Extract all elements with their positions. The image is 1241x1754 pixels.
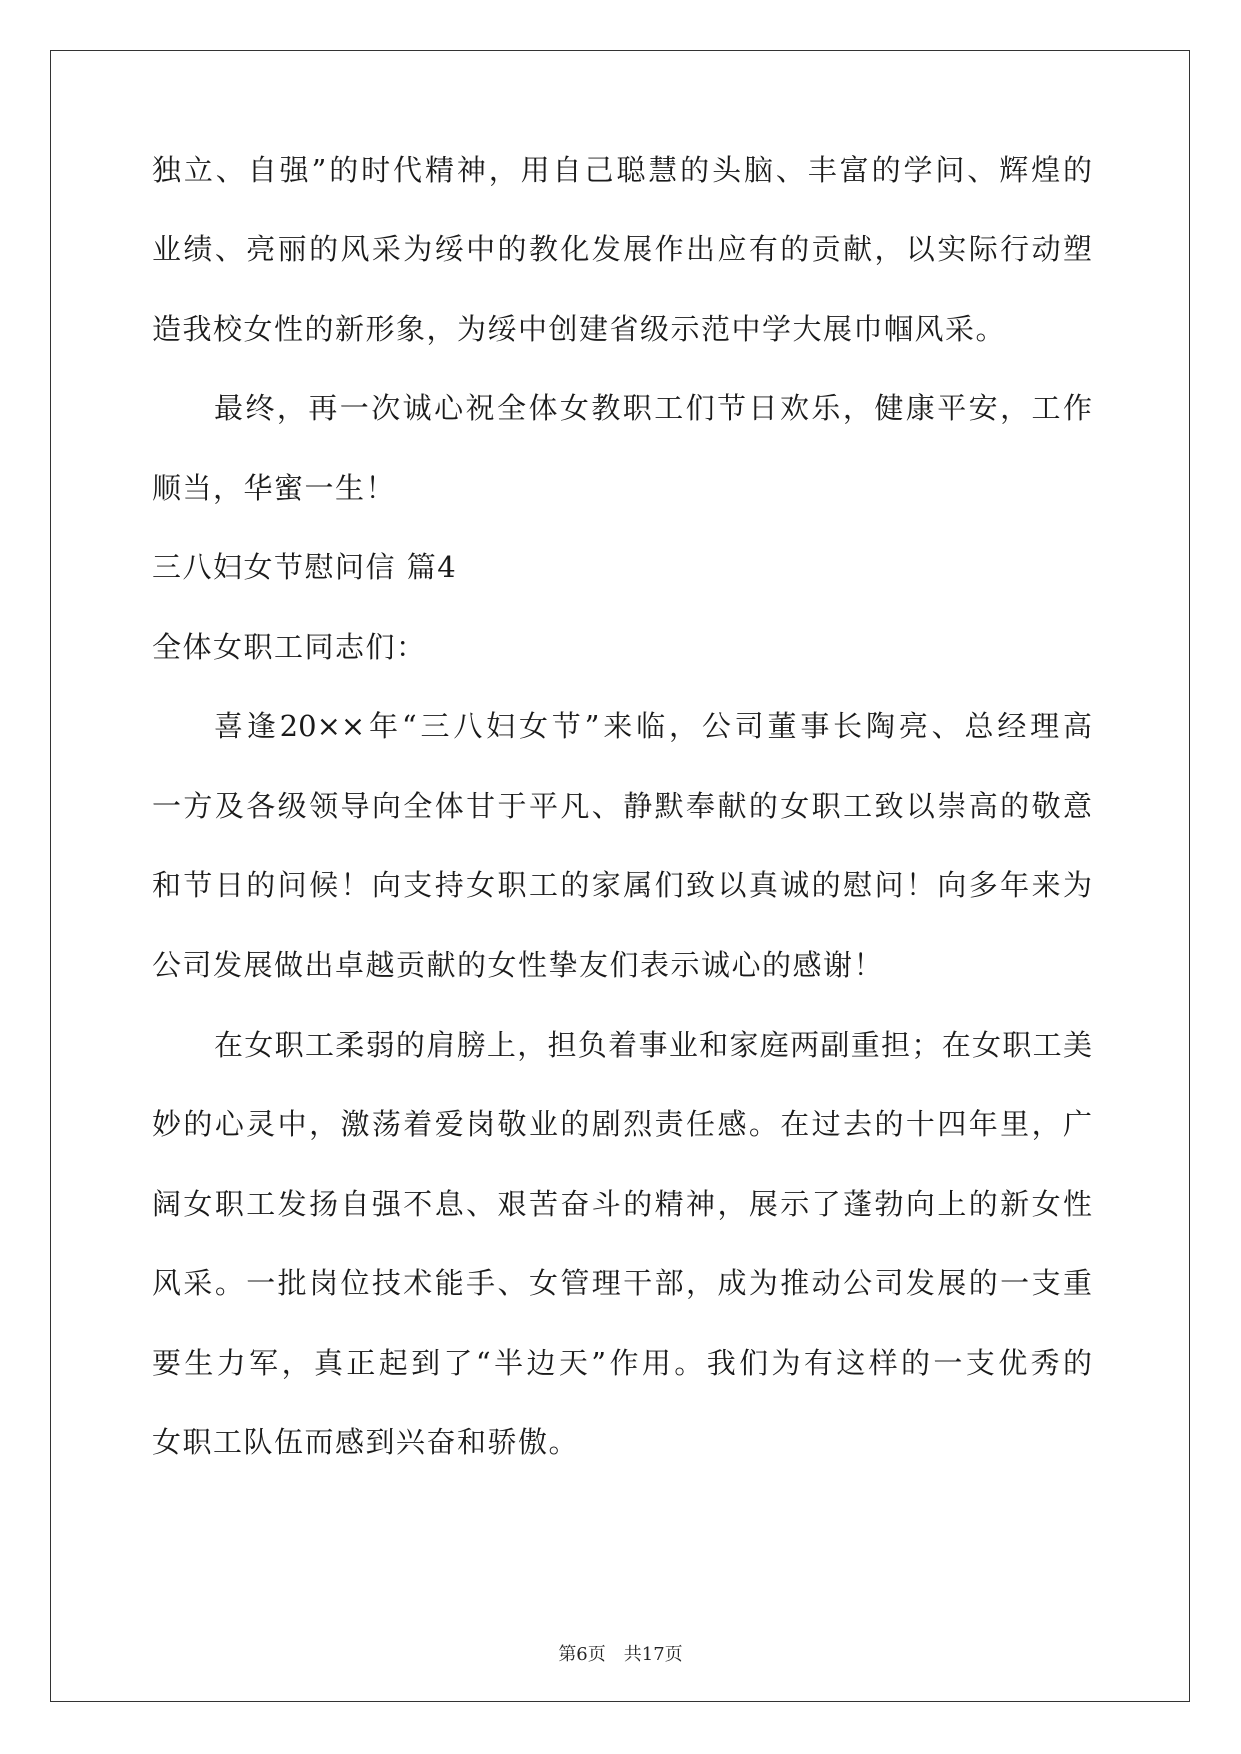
text-line: 公司发展做出卓越贡献的女性挚友们表示诚心的感谢！: [152, 948, 885, 982]
text-line: 女职工队伍而感到兴奋和骄傲。: [152, 1425, 580, 1459]
text-line: 顺当，华蜜一生！: [152, 471, 397, 505]
page-footer: 第6页 共17页: [558, 1644, 683, 1665]
text-line: 要生力军，真正起到了“半边天”作用。我们为有这样的一支优秀的: [152, 1346, 1092, 1380]
text-line: 独立、自强”的时代精神，用自己聪慧的头脑、丰富的学问、辉煌的: [152, 153, 1092, 187]
text-line: 风采。一批岗位技术能手、女管理干部，成为推动公司发展的一支重: [152, 1266, 1092, 1300]
text-line: 最终，再一次诚心祝全体女教职工们节日欢乐，健康平安，工作: [214, 391, 1092, 425]
text-line: 妙的心灵中，激荡着爱岗敬业的剧烈责任感。在过去的十四年里，广: [152, 1107, 1092, 1141]
text-line: 全体女职工同志们：: [152, 630, 427, 664]
text-line: 一方及各级领导向全体甘于平凡、静默奉献的女职工致以崇高的敬意: [152, 789, 1092, 823]
text-line: 和节日的问候！向支持女职工的家属们致以真诚的慰问！向多年来为: [152, 868, 1092, 902]
text-line: 造我校女性的新形象，为绥中创建省级示范中学大展巾帼风采。: [152, 312, 1007, 346]
text-line: 业绩、亮丽的风采为绥中的教化发展作出应有的贡献，以实际行动塑: [152, 232, 1092, 266]
section-heading: 三八妇女节慰问信 篇4: [152, 550, 458, 584]
text-line: 喜逢20××年“三八妇女节”来临，公司董事长陶亮、总经理高: [214, 709, 1092, 743]
text-line: 在女职工柔弱的肩膀上，担负着事业和家庭两副重担；在女职工美: [214, 1028, 1092, 1062]
text-line: 阔女职工发扬自强不息、艰苦奋斗的精神，展示了蓬勃向上的新女性: [152, 1187, 1092, 1221]
